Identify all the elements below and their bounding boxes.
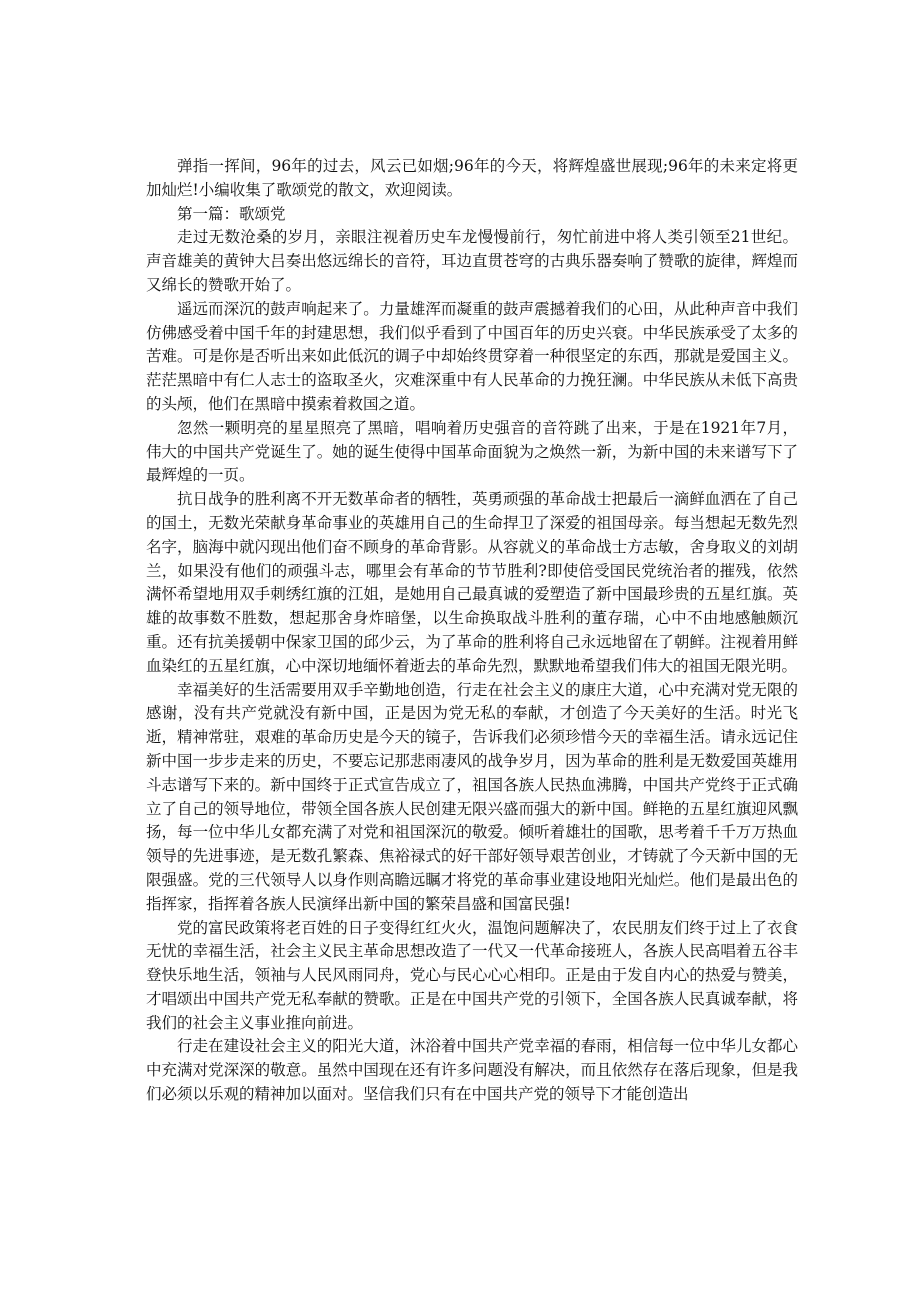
document-page [146, 155, 798, 1107]
body-paragraph: 遥远而深沉的鼓声响起来了。力量雄浑而凝重的鼓声震撼着我们的心田，从此种声音中我们仿佛感受着中国千年的封建思想，我们似乎看到了中国百年的历史兴衰。中华民族承受了太多的苦难。可是你是否听出来如此低沉的调子中却始终贯穿着一种很坚定的东西，那就是爱国主义。茫茫黑暗中有仁人志士的盗取圣火，灾难深重中有人民革命的力挽狂澜。中华民族从未低下高贵的头颅，他们在黑暗中摸索着救国之道。 [146, 299, 798, 413]
body-paragraph: 幸福美好的生活需要用双手辛勤地创造，行走在社会主义的康庄大道，心中充满对党无限的感谢，没有共产党就没有新中国，正是因为党无私的奉献，才创造了今天美好的生活。时光飞逝，精神常驻，艰难的革命历史是今天的镜子，告诉我们必须珍惜今天的幸福生活。请永远记住新中国一步步走来的历史，不要忘记那悲雨凄风的战争岁月，因为革命的胜利是无数爱国英雄用斗志谱写下来的。新中国终于正式宣告成立了，祖国各族人民热血沸腾，中国共产党终于正式确立了自己的领导地位，带领全国各族人民创建无限兴盛而强大的新中国。鲜艳的五星红旗迎风飘扬，每一位中华儿女都充满了对党和祖国深沉的敬爱。倾听着雄壮的国歌，思考着千千万万热血领导的先进事迹，是无数孔繁森、焦裕禄式的好干部好领导艰苦创业，才铸就了今天新中国的无限强盛。党的三代领导人以身作则高瞻远瞩才将党的革命事业建设地阳光灿烂。他们是最出色的指挥家，指挥着各族人民演绎出新中国的繁荣昌盛和国富民强! [146, 680, 798, 913]
section-heading: 第一篇：歌颂党 [177, 204, 286, 223]
body-paragraph: 党的富民政策将老百姓的日子变得红红火火，温饱问题解决了，农民朋友们终于过上了衣食无忧的幸福生活，社会主义民主革命思想改造了一代又一代革命接班人，各族人民高唱着五谷丰登快乐地生活，领袖与人民风雨同舟，党心与民心心心相印。正是由于发自内心的热爱与赞美，才唱颂出中国共产党无私奉献的赞歌。正是在中国共产党的引领下，全国各族人民真诚奉献，将我们的社会主义事业推向前进。 [146, 918, 798, 1032]
intro-paragraph: 弹指一挥间，96年的过去，风云已如烟;96年的今天，将辉煌盛世展现;96年的未来定将更加灿烂!小编收集了歌颂党的散文，欢迎阅读。 [146, 157, 798, 199]
body-paragraph: 行走在建设社会主义的阳光大道，沐浴着中国共产党幸福的春雨，相信每一位中华儿女都心中充满对党深深的敬意。虽然中国现在还有许多问题没有解决，而且依然存在落后现象，但是我们必须以乐观的精神加以面对。坚信我们只有在中国共产党的领导下才能创造出 [146, 1037, 798, 1104]
body-paragraph: 抗日战争的胜利离不开无数革命者的牺牲，英勇顽强的革命战士把最后一滴鲜血洒在了自己的国土，无数光荣献身革命事业的英雄用自己的生命捍卫了深爱的祖国母亲。每当想起无数先烈名字，脑海中就闪现出他们奋不顾身的革命背影。从容就义的革命战士方志敏，舍身取义的刘胡兰，如果没有他们的顽强斗志，哪里会有革命的节节胜利?即使倍受国民党统治者的摧残，依然满怀希望地用双手刺绣红旗的江姐，是她用自己最真诚的爱塑造了新中国最珍贵的五星红旗。英雄的故事数不胜数，想起那舍身炸暗堡，以生命换取战斗胜利的董存瑞，心中不由地感触颇沉重。还有抗美援朝中保家卫国的邱少云，为了革命的胜利将自己永远地留在了朝鲜。注视着用鲜血染红的五星红旗，心中深切地缅怀着逝去的革命先烈，默默地希望我们伟大的祖国无限光明。 [146, 490, 798, 675]
body-paragraph: 走过无数沧桑的岁月，亲眼注视着历史车龙慢慢前行，匆忙前进中将人类引领至21世纪。声音雄美的黄钟大吕奏出悠远绵长的音符，耳边直贯苍穹的古典乐器奏响了赞歌的旋律，辉煌而又绵长的赞歌开始了。 [146, 228, 798, 294]
body-paragraph: 忽然一颗明亮的星星照亮了黑暗，唱响着历史强音的音符跳了出来，于是在1921年7月，伟大的中国共产党诞生了。她的诞生使得中国革命面貌为之焕然一新，为新中国的未来谱写下了最辉煌的一页。 [146, 418, 798, 485]
